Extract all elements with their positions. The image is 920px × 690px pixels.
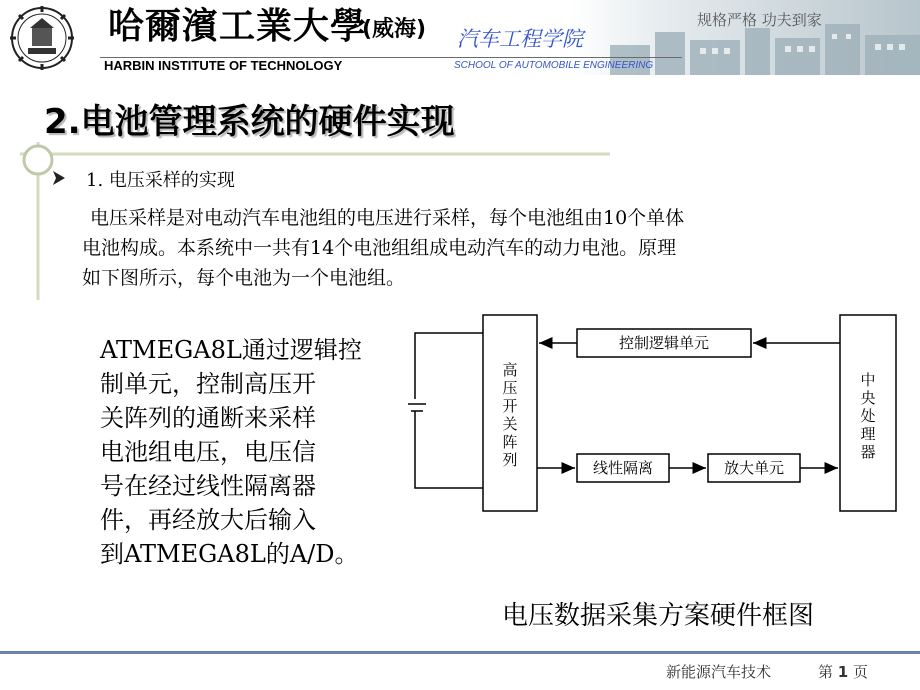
description-line: 制单元，控制高压开: [100, 370, 316, 398]
amplifier-box: [708, 454, 800, 482]
description-line: 电池组电压，电压信: [100, 438, 316, 466]
page-number: 1: [837, 663, 849, 681]
slide-title: 2.电池管理系统的硬件实现: [44, 102, 455, 142]
course-name: 新能源汽车技术: [666, 663, 772, 681]
university-name-en: HARBIN INSTITUTE OF TECHNOLOGY: [104, 58, 343, 73]
cpu-label: 中央处理器: [860, 371, 876, 461]
university-seal-icon: [10, 6, 74, 70]
amplifier-label: 放大单元: [723, 459, 785, 477]
university-name-cn: 哈爾濱工業大學: [108, 5, 368, 47]
page-suffix: 页: [853, 663, 869, 681]
description-line: 号在经过线性隔离器: [100, 472, 316, 500]
footer-divider: [0, 651, 920, 654]
page-indicator: [818, 662, 868, 682]
cpu-box: [840, 315, 896, 511]
description-line: 到ATMEGA8L的A/D。: [100, 540, 359, 568]
logic-unit-label: 控制逻辑单元: [618, 334, 710, 352]
page-prefix: 第: [818, 663, 834, 681]
description-line: ATMEGA8L通过逻辑控: [100, 336, 362, 364]
switch-array-box: [483, 315, 537, 511]
isolation-label: 线性隔离: [592, 459, 654, 477]
logic-unit-box: [577, 329, 751, 357]
diagram-caption: 电压数据采集方案硬件框图: [502, 601, 815, 631]
school-name-en: SCHOOL OF AUTOMOBILE ENGINEERING: [454, 60, 654, 71]
battery-symbol-icon: [408, 333, 483, 488]
switch-array-label: 高压开关阵列: [502, 361, 518, 469]
arrow-bullet-icon: [52, 170, 66, 192]
block-diagram: [400, 305, 920, 525]
campus-name-cn: (威海): [362, 17, 427, 42]
university-motto: 规格严格 功夫到家: [697, 11, 822, 29]
school-name-cn: 汽车工程学院: [457, 27, 583, 51]
paragraph-line: 如下图所示，每个电池为一个电池组。: [82, 267, 406, 289]
paragraph-line: 电压采样是对电动汽车电池组的电压进行采样，每个电池组由10个单体: [90, 207, 685, 229]
description-line: 件，再经放大后输入: [100, 506, 316, 534]
intro-paragraph: [82, 203, 882, 293]
bullet-heading: 1. 电压采样的实现: [86, 170, 235, 191]
description-text: [100, 333, 390, 571]
paragraph-line: 电池构成。本系统中一共有14个电池组组成电动汽车的动力电池。原理: [82, 237, 677, 259]
header-banner: [0, 0, 920, 75]
description-line: 关阵列的通断来采样: [100, 404, 316, 432]
isolation-box: [577, 454, 669, 482]
